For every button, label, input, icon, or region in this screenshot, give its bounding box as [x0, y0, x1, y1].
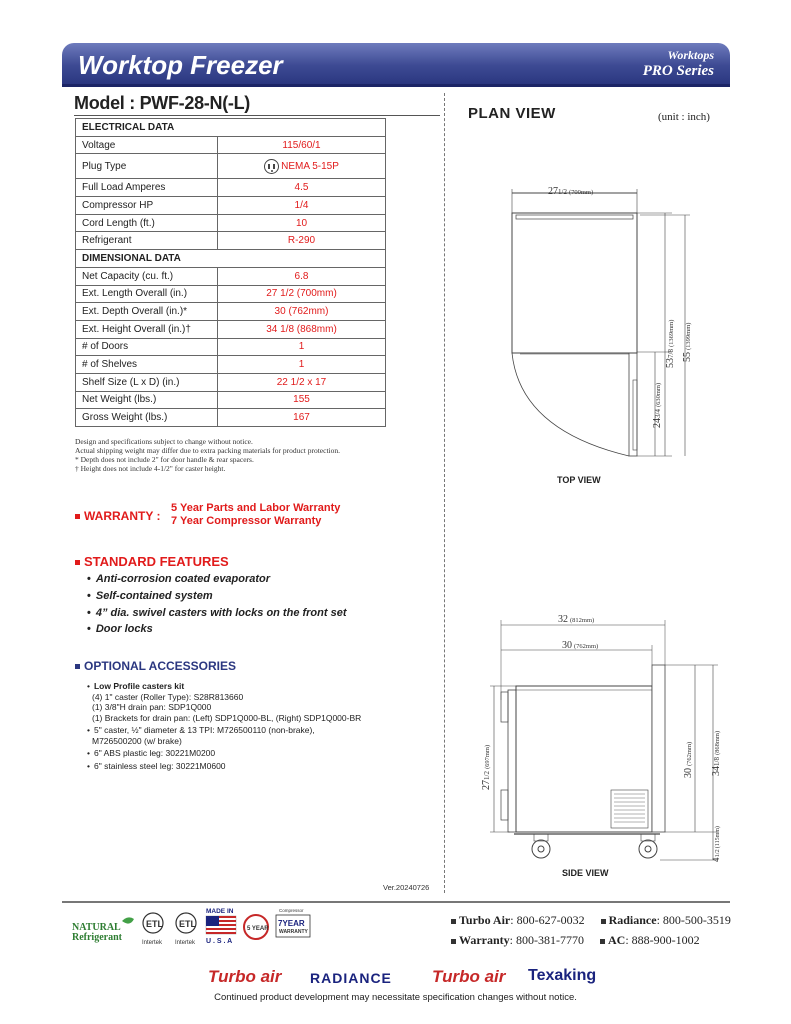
disclaimer-text: Continued product development may necessitate specification changes without notice. [214, 992, 577, 1003]
feature-item: • Self-contained system [87, 590, 347, 607]
contact-phone: : 800-381-7770 [509, 933, 584, 947]
contact-numbers [451, 910, 731, 950]
made-in-usa-flag [206, 908, 236, 945]
spec-label: Ext. Height Overall (in.)† [76, 320, 218, 338]
spec-value: 22 1/2 x 17 [218, 373, 386, 391]
accessory-item: • 6" stainless steel leg: 30221M0600 [87, 761, 361, 772]
standard-features-heading: STANDARD FEATURES [75, 554, 229, 569]
contact-label: Turbo Air [459, 913, 511, 927]
side-h27-dim: 271/2(697mm) [481, 744, 492, 790]
svg-text:Intertek: Intertek [175, 940, 196, 946]
spec-value: 1/4 [218, 197, 386, 215]
spec-value: R-290 [218, 232, 386, 250]
spec-value: 27 1/2 (700mm) [218, 285, 386, 303]
top-view-drawing [512, 189, 690, 456]
etl-logo-2 [175, 913, 197, 946]
top-width-dim: 271/2 (700mm) [548, 186, 594, 197]
kit-line: (4) 1" caster (Roller Type): S28R813660 [92, 691, 244, 702]
spec-label: Refrigerant [76, 232, 218, 250]
contact-phone: : 800-500-3519 [656, 913, 731, 927]
spec-label: Full Load Amperes [76, 179, 218, 197]
top-depth-b-dim: 55(1399mm) [682, 322, 693, 362]
spec-label: # of Doors [76, 338, 218, 356]
spec-label: # of Shelves [76, 356, 218, 374]
turbo-air-logo-2: Turbo air [432, 967, 506, 986]
side-h4-dim: 41/2(115mm) [711, 826, 721, 862]
spec-value: 167 [218, 409, 386, 427]
brand-logos [206, 965, 626, 991]
spec-label: Ext. Length Overall (in.) [76, 285, 218, 303]
kit-line: (1) Brackets for drain pan: (Left) SDP1Q000-BL, (Right) SDP1Q000-BR [92, 712, 362, 723]
spec-value: 4.5 [218, 179, 386, 197]
top-view-label: TOP VIEW [557, 475, 601, 485]
five-year-seal [244, 915, 269, 939]
svg-text:5 YEAR: 5 YEAR [247, 926, 269, 932]
note-line: † Height does not include 4-1/2" for caster height. [75, 464, 226, 473]
spec-label: Voltage [76, 136, 218, 154]
contact-label: Warranty [459, 933, 510, 947]
model-number: Model : PWF-28-N(-L) [74, 93, 250, 113]
spec-value: 6.8 [218, 267, 386, 285]
kit-line: (1) 3/8"H drain pan: SDP1Q000 [92, 702, 212, 712]
feature-item: • Anti-corrosion coated evaporator [87, 573, 347, 590]
top-door-dim: 243/4(630mm) [652, 382, 663, 428]
note-line: Design and specifications subject to change without notice. [75, 437, 253, 446]
accessory-item: • Low Profile casters kit (4) 1" caster (Roller Type): S28R813660 (1) 3/8"H drain pan: SDP1Q000 (1) Brackets for drain pan: (Left) SDP1Q000-BL, (Right) SDP1Q000-BR [87, 681, 361, 723]
contact-phone: : 888-900-1002 [625, 933, 700, 947]
contact-phone: : 800-627-0032 [510, 913, 585, 927]
svg-text:Refrigerant: Refrigerant [72, 932, 122, 943]
texaking-logo: Texaking [528, 967, 597, 984]
note-line: * Depth does not include 2" for door handle & rear spacers. [75, 455, 254, 464]
bullet-icon [451, 919, 456, 924]
radiance-logo: RADIANCE [310, 970, 392, 986]
spec-label: Plug Type [76, 154, 218, 179]
svg-text:MADE IN: MADE IN [206, 908, 234, 915]
spec-value: 155 [218, 391, 386, 409]
svg-text:Intertek: Intertek [142, 940, 163, 946]
svg-text:U . S . A: U . S . A [206, 938, 233, 945]
accessory-item: • 5" caster, ½" diameter & 13 TPI: M726500110 (non-brake), M726500200 (w/ brake) [87, 725, 361, 746]
warranty-line: 7 Year Compressor Warranty [171, 515, 322, 527]
dimensional-heading: DIMENSIONAL DATA [76, 250, 386, 268]
svg-text:WARRANTY: WARRANTY [279, 929, 308, 935]
spec-value: 1 [218, 338, 386, 356]
series-line-2: PRO Series [642, 63, 714, 79]
optional-accessories-heading: OPTIONAL ACCESSORIES [75, 659, 236, 673]
side-h34-dim: 341/8(868mm) [711, 730, 722, 776]
etl-logo-1 [142, 913, 164, 946]
spec-label: Ext. Depth Overall (in.)* [76, 303, 218, 321]
spec-value: 10 [218, 214, 386, 232]
contact-label: Radiance [608, 913, 657, 927]
spec-value: 30 (762mm) [218, 303, 386, 321]
feature-item: • 4” dia. swivel casters with locks on the front set [87, 607, 347, 624]
feature-item: • Door locks [87, 623, 347, 640]
series-line-1: Worktops [667, 48, 714, 62]
spec-label: Net Capacity (cu. ft.) [76, 267, 218, 285]
side-view-label: SIDE VIEW [562, 868, 609, 878]
warranty-line: 5 Year Parts and Labor Warranty [171, 502, 341, 514]
turbo-air-logo: Turbo air [208, 967, 282, 986]
spec-label: Gross Weight (lbs.) [76, 409, 218, 427]
bullet-icon [601, 919, 606, 924]
spec-value: 1 [218, 356, 386, 374]
plan-view-title: PLAN VIEW [468, 105, 556, 122]
certification-logos [62, 903, 440, 953]
spec-value: 115/60/1 [218, 136, 386, 154]
unit-label: (unit : inch) [658, 111, 710, 123]
side-h30-dim: 30(762mm) [683, 741, 694, 778]
side-view-drawing [490, 620, 718, 860]
side-w32-dim: 32 (812mm) [558, 614, 595, 625]
svg-text:Compressor: Compressor [279, 908, 304, 913]
side-w30-dim: 30 (762mm) [562, 640, 599, 651]
bullet-icon [451, 939, 456, 944]
spec-label: Shelf Size (L x D) (in.) [76, 373, 218, 391]
seven-year-warranty-badge [276, 908, 310, 937]
bullet-icon [600, 939, 605, 944]
warranty-label: WARRANTY : [84, 509, 161, 523]
top-depth-a-dim: 537/8(1369mm) [665, 319, 676, 368]
svg-text:ETL: ETL [146, 919, 163, 929]
svg-text:NATURAL: NATURAL [72, 922, 121, 933]
natural-refrigerant-logo [72, 917, 134, 943]
svg-text:ETL: ETL [179, 919, 196, 929]
electrical-heading: ELECTRICAL DATA [76, 119, 386, 137]
contact-label: AC [608, 933, 626, 947]
svg-text:7YEAR: 7YEAR [278, 919, 305, 928]
note-line: Actual shipping weight may differ due to extra packing materials for product protection. [75, 446, 340, 455]
spec-label: Compressor HP [76, 197, 218, 215]
accessory-item: • 6" ABS plastic leg: 30221M0200 [87, 748, 361, 759]
spec-value: NEMA 5-15P [281, 161, 339, 173]
page-title: Worktop Freezer [78, 50, 283, 80]
spec-label: Cord Length (ft.) [76, 214, 218, 232]
spec-value: 34 1/8 (868mm) [218, 320, 386, 338]
spec-label: Net Weight (lbs.) [76, 391, 218, 409]
version-label: Ver.20240726 [383, 883, 430, 892]
